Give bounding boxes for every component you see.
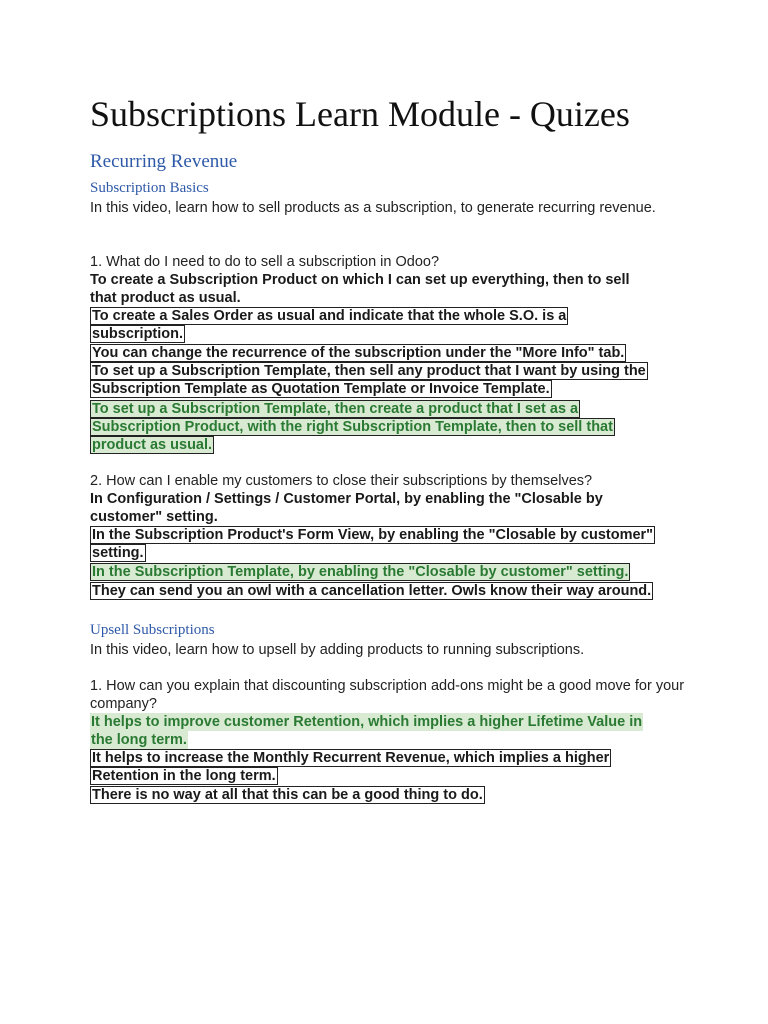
answer-line: product as usual. (92, 437, 213, 453)
answer-line: that product as usual. (90, 290, 241, 306)
answer-option-correct[interactable] (90, 713, 690, 749)
intro-text-upsell: In this video, learn how to upsell by adding products to running subscriptions. (90, 642, 585, 658)
answer-option[interactable] (90, 344, 690, 362)
answer-line: Retention in the long term. (92, 768, 276, 784)
document-title: Subscriptions Learn Module - Quizes (90, 94, 630, 134)
question-text: 1. How can you explain that discounting subscription add-ons might be a good move for your company? (90, 678, 685, 712)
answer-option-correct[interactable] (90, 400, 690, 454)
answer-line: It helps to improve customer Retention, which implies a higher Lifetime Value in (91, 714, 643, 730)
question-text: 2. How can I enable my customers to close their subscriptions by themselves? (90, 473, 593, 489)
answer-line: Subscription Product, with the right Subscription Template, then to sell that (92, 419, 613, 435)
answer-line: In the Subscription Template, by enabling the "Closable by customer" setting. (92, 564, 629, 580)
answer-option[interactable] (90, 362, 690, 398)
intro-text-basics: In this video, learn how to sell products as a subscription, to generate recurring revenue. (90, 200, 656, 216)
answer-line: subscription. (92, 326, 184, 342)
answer-option[interactable] (90, 526, 690, 562)
answer-line: Subscription Template as Quotation Template or Invoice Template. (92, 381, 550, 397)
answer-option[interactable] (90, 786, 690, 804)
answer-line: In Configuration / Settings / Customer Portal, by enabling the "Closable by (90, 491, 603, 507)
answer-line: It helps to increase the Monthly Recurrent Revenue, which implies a higher (92, 750, 610, 766)
section-heading: Recurring Revenue (90, 151, 238, 172)
subsection-heading-upsell: Upsell Subscriptions (90, 622, 215, 638)
answer-line: You can change the recurrence of the subscription under the "More Info" tab. (92, 345, 625, 361)
answer-line: There is no way at all that this can be a good thing to do. (92, 787, 483, 803)
answer-line: setting. (92, 545, 144, 561)
answer-line: In the Subscription Product's Form View, by enabling the "Closable by customer" (92, 527, 654, 543)
answer-line: They can send you an owl with a cancellation letter. Owls know their way around. (92, 583, 652, 599)
answer-option[interactable] (90, 271, 690, 307)
subsection-heading-basics: Subscription Basics (90, 180, 209, 196)
answer-line: To create a Sales Order as usual and indicate that the whole S.O. is a (92, 308, 567, 324)
answer-option-correct[interactable] (90, 563, 690, 581)
answer-line: the long term. (91, 732, 187, 748)
answer-option[interactable] (90, 307, 690, 343)
answer-line: To set up a Subscription Template, then sell any product that I want by using the (92, 363, 646, 379)
answer-option[interactable] (90, 582, 690, 600)
answer-option[interactable] (90, 749, 690, 785)
answer-line: To set up a Subscription Template, then create a product that I set as a (92, 401, 579, 417)
answer-line: To create a Subscription Product on which I can set up everything, then to sell (90, 272, 630, 288)
answer-line: customer" setting. (90, 509, 218, 525)
answer-option[interactable] (90, 490, 690, 526)
question-text: 1. What do I need to do to sell a subscription in Odoo? (90, 254, 440, 270)
